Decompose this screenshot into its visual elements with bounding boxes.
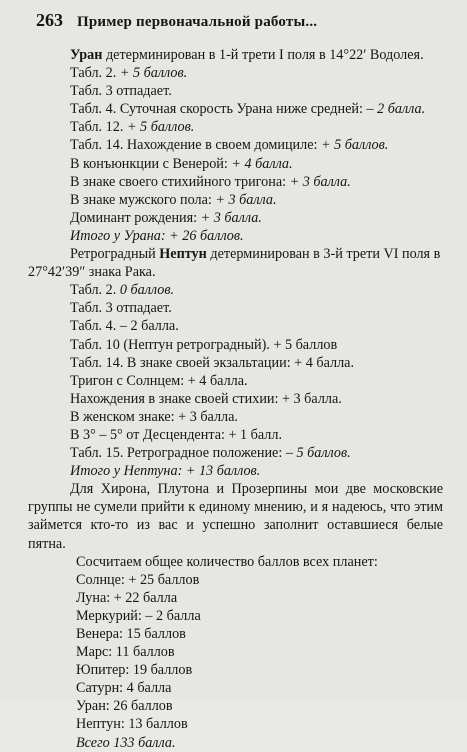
item-text: Табл. 2. bbox=[70, 65, 120, 82]
neptune-name: Нептун bbox=[159, 246, 207, 263]
item-score: + 4 балла. bbox=[231, 155, 293, 172]
uranus-intro-text: детерминирован в 1-й трети I поля в 14°22′ Водолея. bbox=[102, 47, 424, 63]
neptune-intro bbox=[28, 245, 443, 263]
item-text: В знаке своего стихийного тригона: bbox=[70, 173, 290, 190]
item-text: В 3° – 5° от Десцендента: + 1 балл. bbox=[70, 426, 283, 443]
item-score: + 3 балла. bbox=[289, 173, 351, 190]
uranus-table-line bbox=[28, 64, 443, 82]
neptune-table-line bbox=[28, 281, 443, 299]
neptune-intro-text: детерминирован в 3-й трети VI поля в bbox=[206, 246, 441, 263]
summary-line: Солнце: + 25 баллов bbox=[76, 571, 200, 588]
neptune-table-line bbox=[28, 299, 443, 317]
summary-total: Всего 133 балла. bbox=[76, 734, 176, 751]
uranus-table-line bbox=[28, 118, 443, 136]
item-text: Табл. 14. В знаке своей экзальтации: + 4 балла. bbox=[70, 354, 355, 371]
summary-line: Юпитер: 19 баллов bbox=[76, 662, 193, 679]
item-text: Табл. 4. Суточная скорость Урана ниже средней: bbox=[70, 101, 367, 118]
item-text: Табл. 2. bbox=[70, 282, 120, 299]
item-text: Табл. 14. Нахождение в своем домициле: bbox=[70, 137, 322, 154]
neptune-table-line bbox=[28, 317, 443, 335]
page-header bbox=[36, 10, 447, 31]
neptune-table-line bbox=[28, 408, 443, 426]
summary-intro: Сосчитаем общее количество баллов всех планет: bbox=[76, 553, 378, 570]
item-text: Табл. 12. bbox=[70, 119, 127, 136]
neptune-table-line bbox=[28, 390, 443, 408]
uranus-name: Уран bbox=[70, 47, 103, 63]
item-score: – 2 балла. bbox=[366, 101, 426, 118]
neptune-table-line bbox=[28, 426, 443, 444]
item-text: Табл. 15. Ретроградное положение: bbox=[70, 445, 286, 462]
neptune-table-line bbox=[28, 336, 443, 354]
item-text: В знаке мужского пола: bbox=[70, 191, 216, 208]
uranus-total: Итого у Урана: + 26 баллов. bbox=[70, 227, 244, 244]
item-score: + 5 баллов. bbox=[126, 119, 195, 136]
uranus-table-line bbox=[28, 155, 443, 173]
uranus-list bbox=[28, 64, 443, 227]
running-title: Пример первоначальной работы... bbox=[77, 14, 318, 30]
item-text: Табл. 3 отпадает. bbox=[70, 300, 172, 317]
summary-line: Венера: 15 баллов bbox=[76, 626, 186, 642]
item-score: + 3 балла. bbox=[200, 209, 262, 226]
item-score: – 5 баллов. bbox=[285, 445, 351, 462]
uranus-table-line bbox=[28, 209, 443, 227]
uranus-table-line bbox=[28, 191, 443, 209]
neptune-intro-pre: Ретроградный bbox=[70, 246, 160, 263]
item-text: Табл. 3 отпадает. bbox=[70, 83, 172, 100]
item-text: Тригон с Солнцем: + 4 балла. bbox=[70, 372, 248, 389]
uranus-intro bbox=[28, 46, 443, 64]
item-text: Нахождения в знаке своей стихии: + 3 балла. bbox=[70, 390, 342, 407]
item-score: 0 баллов. bbox=[119, 282, 175, 299]
neptune-list bbox=[28, 281, 443, 462]
item-text: Табл. 10 (Нептун ретроградный). + 5 баллов bbox=[70, 336, 338, 353]
uranus-table-line bbox=[28, 136, 443, 154]
summary-line: Луна: + 22 балла bbox=[76, 589, 178, 606]
item-text: Доминант рождения: bbox=[70, 209, 201, 226]
summary-list bbox=[28, 571, 443, 734]
item-text: В женском знаке: + 3 балла. bbox=[70, 408, 238, 425]
item-text: В конъюнкции с Венерой: bbox=[70, 155, 232, 172]
item-text: Табл. 4. – 2 балла. bbox=[70, 318, 179, 335]
summary-line: Уран: 26 баллов bbox=[76, 698, 173, 715]
summary-line: Сатурн: 4 балла bbox=[76, 680, 172, 697]
uranus-table-line bbox=[28, 100, 443, 118]
summary-line: Марс: 11 баллов bbox=[76, 644, 175, 661]
item-score: + 5 баллов. bbox=[119, 65, 188, 82]
uranus-table-line bbox=[28, 173, 443, 191]
summary-line: Нептун: 13 баллов bbox=[76, 716, 188, 733]
neptune-table-line bbox=[28, 372, 443, 390]
summary-line: Меркурий: – 2 балла bbox=[76, 607, 201, 624]
neptune-intro-cont: 27°42′39″ знака Рака. bbox=[28, 264, 156, 281]
uranus-table-line bbox=[28, 82, 443, 100]
neptune-total: Итого у Нептуна: + 13 баллов. bbox=[70, 463, 261, 480]
item-score: + 5 баллов. bbox=[321, 137, 389, 154]
neptune-table-line bbox=[28, 444, 443, 462]
item-score: + 3 балла. bbox=[215, 191, 277, 208]
page-number: 263 bbox=[36, 10, 63, 30]
body-paragraph: Для Хирона, Плутона и Прозерпины мои две московские группы не сумели прийти к единому мнению, и я надеюсь, что этим займется кто-то из вас и успешно заполнит оставшиеся белые пятна. bbox=[28, 481, 443, 552]
neptune-table-line bbox=[28, 354, 443, 372]
page-body bbox=[28, 46, 443, 752]
